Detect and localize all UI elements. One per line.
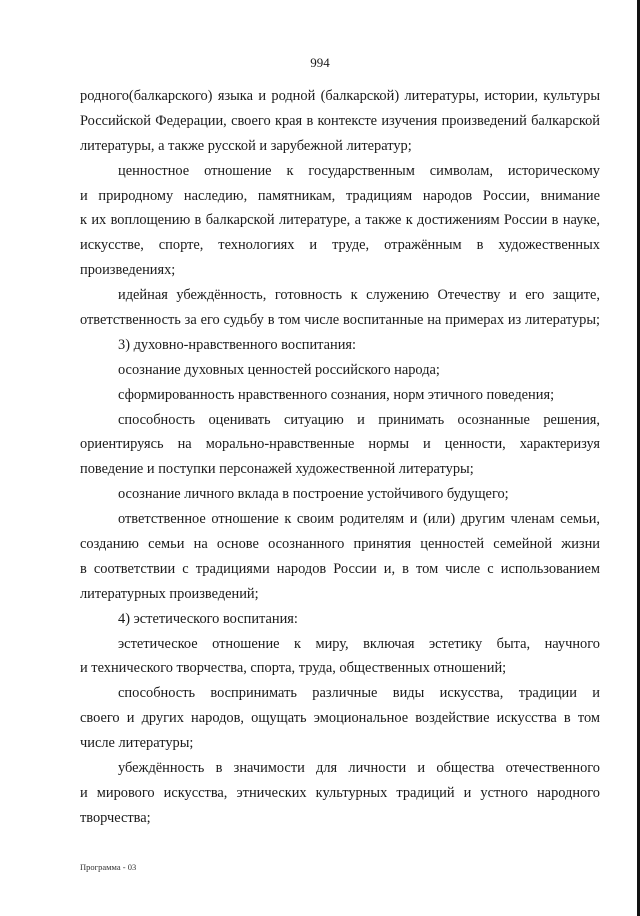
text-line: произведениях; [80, 262, 176, 279]
text-line: числе литературы; [80, 735, 194, 752]
text-line: ориентируясь на морально-нравственные нормы и ценности, характеризуя [80, 436, 600, 453]
text-line: 4) эстетического воспитания: [118, 610, 298, 627]
text-line: родного(балкарского) языка и родной (балкарской) литературы, истории, культуры [80, 88, 600, 104]
page-number: 994 [310, 55, 330, 70]
footer-label: Программа - 03 [80, 862, 137, 872]
text-line: сформированность нравственного сознания, норм этичного поведения; [118, 386, 555, 403]
text-line: эстетическое отношение к миру, включая эстетику быта, научного [118, 635, 600, 652]
text-line: и мирового искусства, этнических культурных традиций и устного народного [80, 784, 600, 801]
text-line: своего и других народов, ощущать эмоциональное воздействие искусства в том [80, 710, 600, 727]
text-line: способность оценивать ситуацию и принимать осознанные решения, [118, 411, 600, 428]
text-line: осознание духовных ценностей российского народа; [118, 361, 440, 378]
text-line: убеждённость в значимости для личности и общества отечественного [118, 760, 600, 777]
text-line: созданию семьи на основе осознанного принятия ценностей семейной жизни [80, 536, 600, 553]
text-line: творчества; [80, 809, 151, 826]
text-line: поведение и поступки персонажей художественной литературы; [80, 461, 474, 478]
text-line: литературных произведений; [80, 585, 259, 602]
text-line: ответственность за его судьбу в том числе воспитанные на примерах из литературы; [80, 312, 600, 329]
text-line: идейная убеждённость, готовность к служению Отечеству и его защите, [118, 287, 600, 304]
text-line: литературы, а также русской и зарубежной литератур; [80, 137, 412, 154]
text-line: к их воплощению в балкарской литературе, а также к достижениям России в науке, [80, 212, 600, 229]
body-text [80, 84, 600, 831]
text-line: осознание личного вклада в построение устойчивого будущего; [118, 486, 509, 503]
text-line: способность воспринимать различные виды искусства, традиции и [118, 685, 600, 702]
text-line: 3) духовно-нравственного воспитания: [118, 336, 357, 353]
text-line: Российской Федерации, своего края в контексте изучения произведений балкарской [80, 112, 600, 129]
text-line: и природному наследию, памятникам, традициям народов России, внимание [80, 187, 600, 204]
text-line: ответственное отношение к своим родителям и (или) другим членам семьи, [118, 511, 600, 528]
text-line: искусстве, спорте, технологиях и труде, отражённым в художественных [80, 237, 600, 254]
text-line: в соответствии с традициями народов России и, в том числе с использованием [80, 560, 600, 577]
text-line: и технического творчества, спорта, труда, общественных отношений; [80, 660, 507, 677]
text-line: ценностное отношение к государственным символам, историческому [118, 162, 600, 179]
